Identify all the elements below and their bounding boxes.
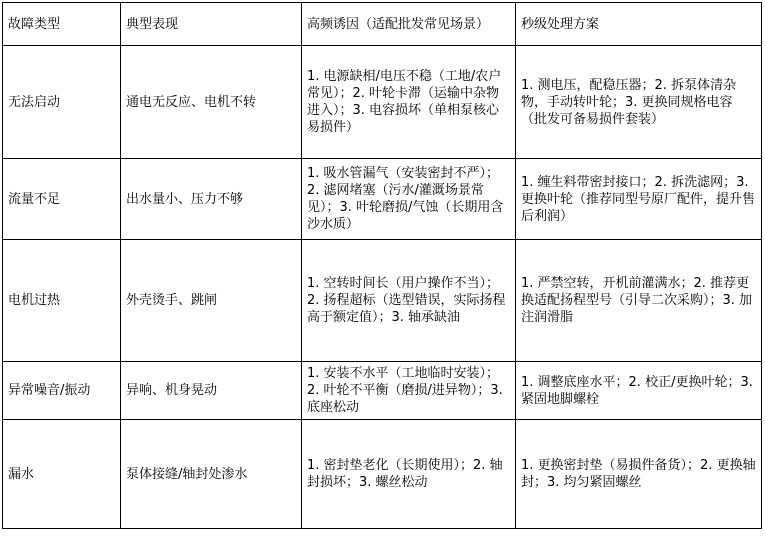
table-row [3,240,762,362]
fault-type-cell: 流量不足 [3,159,121,240]
fault-table [2,2,762,529]
table-row [3,420,762,529]
cause-cell: 1. 电源缺相/电压不稳（工地/农户常见）；2. 叶轮卡滞（运输中杂物进入）；3. 电容损坏（单相泵核心易损件） [302,46,516,159]
table-row [3,362,762,420]
fix-cell: 1. 严禁空转，开机前灌满水；2. 推荐更换适配扬程型号（引导二次采购）；3. 加注润滑脂 [516,240,762,362]
fault-type-cell: 异常噪音/振动 [3,362,121,420]
fault-type-cell: 漏水 [3,420,121,529]
symptom-cell: 通电无反应、电机不转 [121,46,302,159]
symptom-cell: 出水量小、压力不够 [121,159,302,240]
cause-cell: 1. 密封垫老化（长期使用）；2. 轴封损坏；3. 螺丝松动 [302,420,516,529]
fix-cell: 1. 更换密封垫（易损件备货）；2. 更换轴封；3. 均匀紧固螺丝 [516,420,762,529]
table-row [3,159,762,240]
fix-cell: 1. 缠生料带密封接口；2. 拆洗滤网；3. 更换叶轮（推荐同型号原厂配件，提升售后利润） [516,159,762,240]
table-row [3,46,762,159]
symptom-cell: 异响、机身晃动 [121,362,302,420]
cause-cell: 1. 安装不水平（工地临时安装）；2. 叶轮不平衡（磨损/进异物）；3. 底座松动 [302,362,516,420]
fault-type-cell: 电机过热 [3,240,121,362]
fix-cell: 1. 调整底座水平；2. 校正/更换叶轮；3. 紧固地脚螺栓 [516,362,762,420]
header-cause: 高频诱因（适配批发常见场景） [302,3,516,46]
fix-cell: 1. 测电压，配稳压器；2. 拆泵体清杂物，手动转叶轮；3. 更换同规格电容（批发可备易损件套装） [516,46,762,159]
cause-cell: 1. 吸水管漏气（安装密封不严）；2. 滤网堵塞（污水/灌溉场景常见）；3. 叶轮磨损/气蚀（长期用含沙水质） [302,159,516,240]
cause-cell: 1. 空转时间长（用户操作不当）；2. 扬程超标（选型错误，实际扬程高于额定值）；3. 轴承缺油 [302,240,516,362]
symptom-cell: 泵体接缝/轴封处渗水 [121,420,302,529]
header-fix: 秒级处理方案 [516,3,762,46]
fault-type-cell: 无法启动 [3,46,121,159]
header-row [3,3,762,46]
header-symptom: 典型表现 [121,3,302,46]
symptom-cell: 外壳烫手、跳闸 [121,240,302,362]
header-fault-type: 故障类型 [3,3,121,46]
